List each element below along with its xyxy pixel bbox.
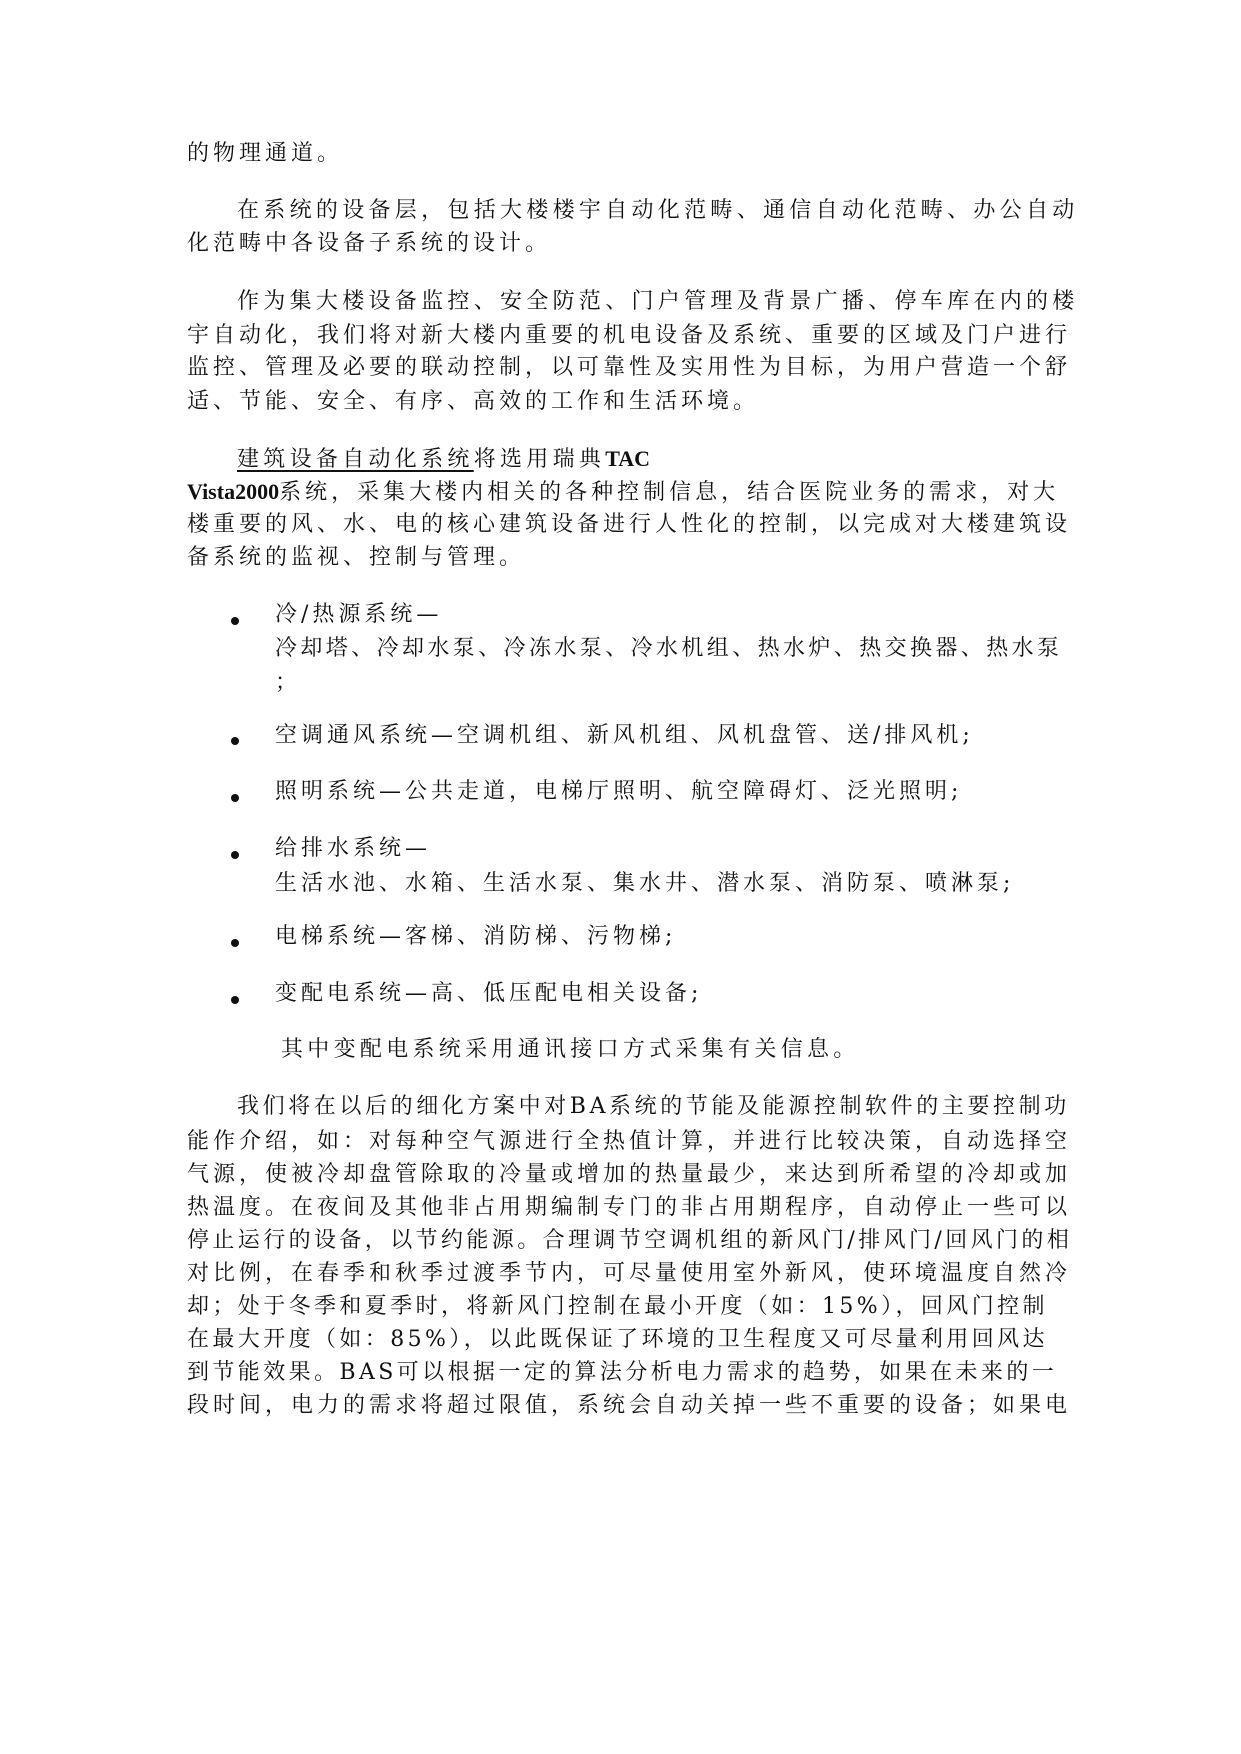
paragraph-line: 气源，使被冷却盘管除取的冷量或增加的热量最少，来达到所希望的冷却或加 — [187, 1162, 1072, 1187]
paragraph-line: 在系统的设备层，包括大楼楼宇自动化范畴、通信自动化范畴、办公自动 — [237, 198, 1079, 223]
paragraph-line: 停止运行的设备，以节约能源。合理调节空调机组的新风门/排风门/回风门的相 — [187, 1228, 1073, 1253]
paragraph-text: 系统，采集大楼内相关的各种控制信息，结合医院业务的需求，对大 — [279, 480, 1060, 505]
bullet-dot — [231, 794, 239, 802]
note-line: 其中变配电系统采用通讯接口方式采集有关信息。 — [281, 1037, 860, 1062]
bullet-dot — [231, 996, 239, 1004]
list-item: 变配电系统—高、低压配电相关设备; — [275, 981, 703, 1006]
paragraph-line: 却；处于冬季和夏季时，将新风门控制在最小开度（如：15%），回风门控制 — [187, 1294, 1048, 1319]
paragraph-line: 监控、管理及必要的联动控制，以可靠性及实用性为目标，为用户营造一个舒 — [187, 355, 1072, 380]
bullet-dot — [231, 851, 239, 859]
product-name: Vista2000 — [187, 479, 280, 504]
paragraph-line: 对比例，在春季和秋季过渡季节内，可尽量使用室外新风，使环境温度自然冷 — [187, 1261, 1072, 1286]
paragraph-text: 将选用瑞典 — [473, 447, 606, 472]
list-item: 照明系统—公共走道，电梯厅照明、航空障碍灯、泛光照明; — [275, 779, 963, 804]
paragraph-line — [187, 477, 1059, 508]
paragraph-line: 备系统的监视、控制与管理。 — [187, 545, 526, 570]
paragraph-line: 化范畴中各设备子系统的设计。 — [187, 231, 552, 256]
brand-name: TAC — [605, 446, 651, 471]
paragraph-line: 能作介绍，如：对每种空气源进行全热值计算，并进行比较决策，自动选择空 — [187, 1129, 1072, 1154]
list-item: 冷/热源系统— — [275, 602, 443, 627]
paragraph-line: 热温度。在夜间及其他非占用期编制专门的非占用期程序，自动停止一些可以 — [187, 1195, 1072, 1220]
list-item: 电梯系统—客梯、消防梯、污物梯; — [275, 924, 677, 949]
bullet-dot — [231, 617, 239, 625]
list-item: 空调通风系统—空调机组、新风机组、风机盘管、送/排风机; — [275, 723, 974, 748]
paragraph-line: 作为集大楼设备监控、安全防范、门户管理及背景广播、停车库在内的楼 — [237, 289, 1079, 314]
paragraph-line: 楼重要的风、水、电的核心建筑设备进行人性化的控制，以完成对大楼建筑设 — [187, 512, 1072, 537]
paragraph-line: 我们将在以后的细化方案中对BA系统的节能及能源控制软件的主要控制功 — [237, 1094, 1070, 1119]
paragraph-line: 宇自动化，我们将对新大楼内重要的机电设备及系统、重要的区域及门户进行 — [187, 323, 1072, 348]
paragraph-line: 段时间，电力的需求将超过限值，系统会自动关掉一些不重要的设备；如果电 — [187, 1393, 1072, 1418]
underlined-term: 建筑设备自动化系统 — [237, 447, 474, 472]
bullet-dot — [231, 737, 239, 745]
paragraph-line: 的物理通道。 — [187, 141, 344, 166]
list-item: ； — [275, 670, 302, 695]
list-item: 给排水系统— — [275, 836, 432, 861]
paragraph-line: 适、节能、安全、有序、高效的工作和生活环境。 — [187, 389, 760, 414]
list-item: 冷却塔、冷却水泵、冷冻水泵、冷水机组、热水炉、热交换器、热水泵 — [275, 636, 1063, 661]
paragraph-line: 在最大开度（如：85%），以此既保证了环境的卫生程度又可尽量利用回风达 — [187, 1327, 1048, 1352]
bullet-dot — [231, 939, 239, 947]
paragraph-line — [237, 444, 650, 475]
paragraph-line: 到节能效果。BAS可以根据一定的算法分析电力需求的趋势，如果在未来的一 — [187, 1360, 1058, 1385]
list-item: 生活水池、水箱、生活水泵、集水井、潜水泵、消防泵、喷淋泵; — [275, 871, 1015, 896]
